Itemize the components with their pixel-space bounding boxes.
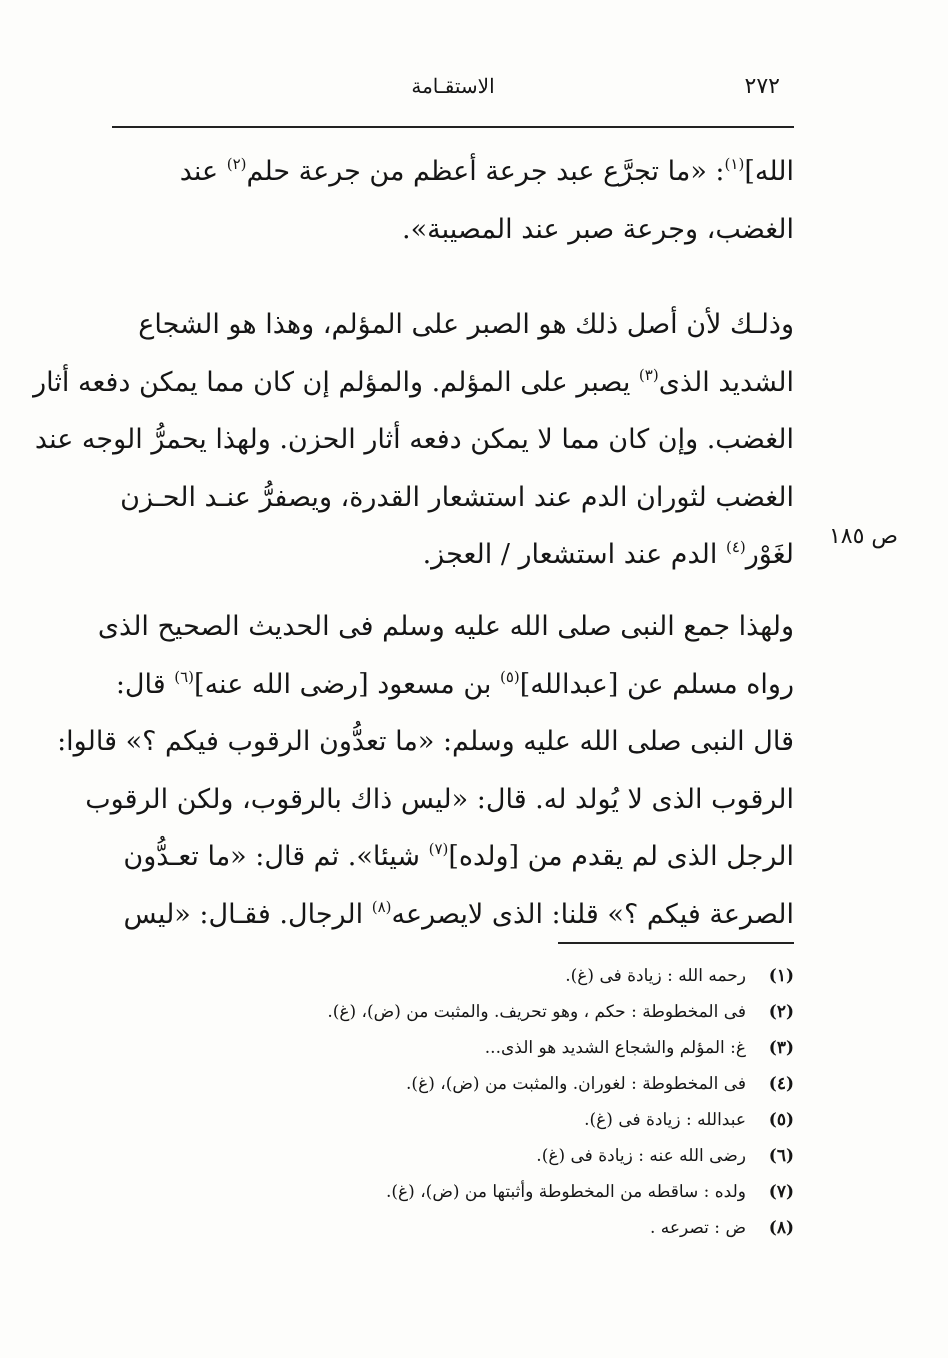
text-line [112,143,794,201]
footnote-ref[interactable]: (٦) [174,667,195,686]
text-line [112,828,794,886]
footnotes-section [112,958,794,1246]
paragraph-3 [57,598,794,943]
footnote-number: (٥) [768,1110,794,1130]
footnote-separator [558,942,794,944]
text-run: الرجال. فقـال: «ليس [123,898,372,930]
text-line [112,526,794,584]
footnote-ref[interactable]: (١) [724,155,745,173]
text-run: شيئا». ثم قال: «ما تعـدُّون [123,841,429,872]
footnote-text: غ: المؤلم والشجاع الشديد هو الذى... [484,1038,746,1058]
footnote-number: (٤) [768,1074,794,1094]
margin-page-reference: ص ١٨٥ [828,524,898,549]
text-run: عند [179,156,227,187]
text-run: الله] [744,156,794,187]
footnote-ref[interactable]: (٤) [725,538,746,556]
page-header [112,70,794,106]
text-line: وذلـك لأن أصل ذلك هو الصبر على المؤلم، وهذا هو الشجاع [138,309,794,340]
page-number: ٢٧٢ [744,74,780,99]
footnote-1 [112,958,794,994]
footnote-number: (٨) [768,1218,794,1238]
footnote-text: فى المخطوطة : حكم ، وهو تحريف. والمثبت من (ض)، (غ). [327,1002,746,1022]
text-line [112,656,794,714]
footnote-ref[interactable]: (٨) [371,897,392,916]
text-line: الرقوب الذى لا يُولد له. قال: «ليس ذاك بالرقوب، ولكن الرقوب [85,783,794,815]
text-run: : «ما تجرَّع عبد جرعة أعظم من جرعة حلم [246,156,725,187]
text-run: الرجل الذى لم يقدم من [ولده] [448,841,794,872]
footnote-text: فى المخطوطة : لغوران. والمثبت من (ض)، (غ). [406,1074,746,1094]
text-run: يصبر على المؤلم. والمؤلم إن كان مما يمكن دفعه أثار [33,366,639,398]
text-run: لغَوْر [745,539,794,570]
text-run: الدم عند استشعار / العجز. [422,539,726,570]
paragraph-2 [33,296,794,584]
text-run: رواه مسلم عن [عبدالله] [519,668,794,700]
footnote-text: رحمه الله : زيادة فى (غ). [565,966,746,986]
footnote-text: رضى الله عنه : زيادة فى (غ). [536,1146,746,1166]
text-line: الغضب لثوران الدم عند استشعار القدرة، ويصفرُّ عنـد الحـزن [120,481,794,513]
footnote-4 [112,1066,794,1102]
footnote-8 [112,1210,794,1246]
paragraph-1 [112,143,794,258]
footnote-text: ولده : ساقطه من المخطوطة وأثبتها من (ض)، (غ). [385,1182,746,1202]
footnote-ref[interactable]: (٣) [638,365,659,384]
text-line: الغضب. وإن كان مما لا يمكن دفعه أثار الحزن. ولهذا يحمرُّ الوجه عند [34,424,794,455]
text-run: الشديد الذى [658,366,794,398]
footnote-2 [112,994,794,1030]
text-line: ولهذا جمع النبى صلى الله عليه وسلم فى الحديث الصحيح الذى [97,611,794,642]
text-line: قال النبى صلى الله عليه وسلم: «ما تعدُّون الرقوب فيكم ؟» قالوا: [57,726,794,757]
footnote-number: (٦) [768,1146,794,1166]
footnote-7 [112,1174,794,1210]
footnote-5 [112,1102,794,1138]
running-title: الاستقـامة [411,74,495,98]
footnote-ref[interactable]: (٢) [226,155,247,173]
footnote-number: (٧) [768,1182,794,1202]
header-rule [112,126,794,128]
text-line [112,886,794,944]
footnote-number: (٣) [768,1038,794,1058]
text-run: قال: [115,668,175,700]
footnote-ref[interactable]: (٥) [499,667,520,686]
text-line: الغضب، وجرعة صبر عند المصيبة». [402,213,794,245]
footnote-6 [112,1138,794,1174]
footnote-text: ض : تصرعه . [649,1218,746,1238]
footnote-text: عبدالله : زيادة فى (غ). [584,1110,746,1130]
footnote-number: (١) [768,966,794,986]
text-run: الصرعة فيكم ؟» قلنا: الذى لايصرعه [391,898,794,930]
footnote-3 [112,1030,794,1066]
footnote-ref[interactable]: (٧) [428,840,449,858]
text-run: بن مسعود [رضى الله عنه] [194,668,500,700]
text-line [33,354,794,412]
footnote-number: (٢) [768,1002,794,1022]
